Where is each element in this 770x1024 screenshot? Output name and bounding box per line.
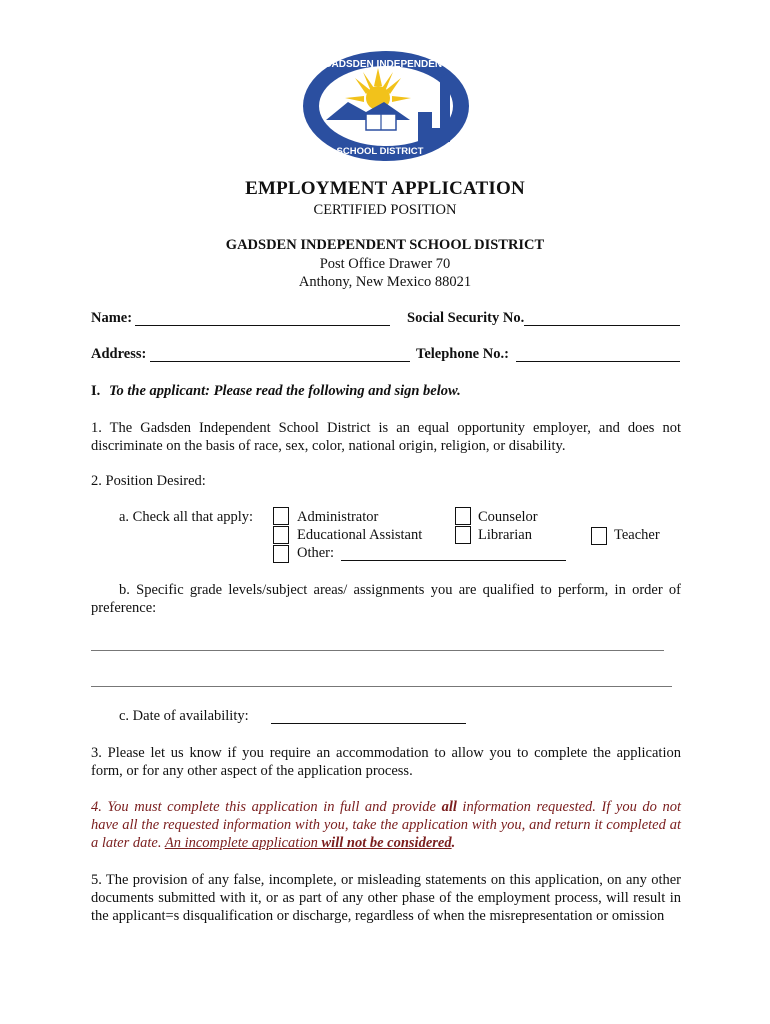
item-4-bold-underlined: will not be considered [321,835,452,851]
form-subtitle: CERTIFIED POSITION [313,202,457,218]
address-label: Address: [91,346,147,362]
svg-text:GADSDEN INDEPENDENT: GADSDEN INDEPENDENT [323,59,449,70]
form-title: EMPLOYMENT APPLICATION [245,178,525,199]
telephone-field[interactable] [516,347,680,362]
preference-line-1[interactable] [91,650,664,651]
check-all-label: a. Check all that apply: [119,509,254,525]
name-label: Name: [91,310,133,326]
item-4-part-1: 4. You must complete this application in full and provide [91,799,442,815]
item-4-end: . [451,835,456,851]
ssn-field[interactable] [524,311,680,326]
svg-text:SCHOOL DISTRICT: SCHOOL DISTRICT [336,146,424,157]
section-heading: To the applicant: Please read the following and sign below. [109,383,461,399]
educational-assistant-label: Educational Assistant [297,527,423,543]
item-1-text: 1. The Gadsden Independent School District is an equal opportunity employer, and does not discriminate on the basis of race, sex, color, national origin, religion, or disability. [91,420,681,454]
item-2b-text: b. Specific grade levels/subject areas/ assignments you are qualified to perform, in order of preference: [91,582,681,616]
telephone-label: Telephone No.: [416,346,509,362]
teacher-label: Teacher [614,527,660,543]
item-3-text: 3. Please let us know if you require an accommodation to allow you to complete the application form, or for any other aspect of the application process. [91,745,681,779]
item-5-text: 5. The provision of any false, incomplete, or misleading statements on this application, on any other documents submitted with it, or as part of any other phase of the employment process, will result in the applicant=s disqualification or discharge, regardless of when the misrepresentation or omission [91,872,681,924]
district-name: GADSDEN INDEPENDENT SCHOOL DISTRICT [225,237,545,253]
position-desired-label: 2. Position Desired: [91,473,206,489]
availability-label: c. Date of availability: [119,708,249,724]
address-line-2: Anthony, New Mexico 88021 [298,274,472,290]
other-checkbox[interactable] [273,545,289,563]
teacher-checkbox[interactable] [591,527,607,545]
item-4-text [91,798,681,852]
administrator-label: Administrator [297,509,379,525]
ssn-label: Social Security No. [407,310,525,326]
item-4-underlined: An incomplete application [164,835,322,851]
librarian-label: Librarian [478,527,532,543]
librarian-checkbox[interactable] [455,526,471,544]
section-numeral: I. [91,383,101,399]
administrator-checkbox[interactable] [273,507,289,525]
availability-field[interactable] [271,709,466,724]
counselor-checkbox[interactable] [455,507,471,525]
district-logo [300,48,472,164]
name-field[interactable] [135,311,390,326]
address-field[interactable] [150,347,410,362]
educational-assistant-checkbox[interactable] [273,526,289,544]
other-label: Other: [297,545,335,561]
item-4-bold-word: all [441,799,457,815]
counselor-label: Counselor [478,509,538,525]
item-4-part-2: information requested. If you do not have all the requested information with you, take the application with you, and return it completed at a later date. [91,799,681,851]
other-field[interactable] [341,546,566,561]
preference-line-2[interactable] [91,686,672,687]
address-line-1: Post Office Drawer 70 [319,256,451,272]
